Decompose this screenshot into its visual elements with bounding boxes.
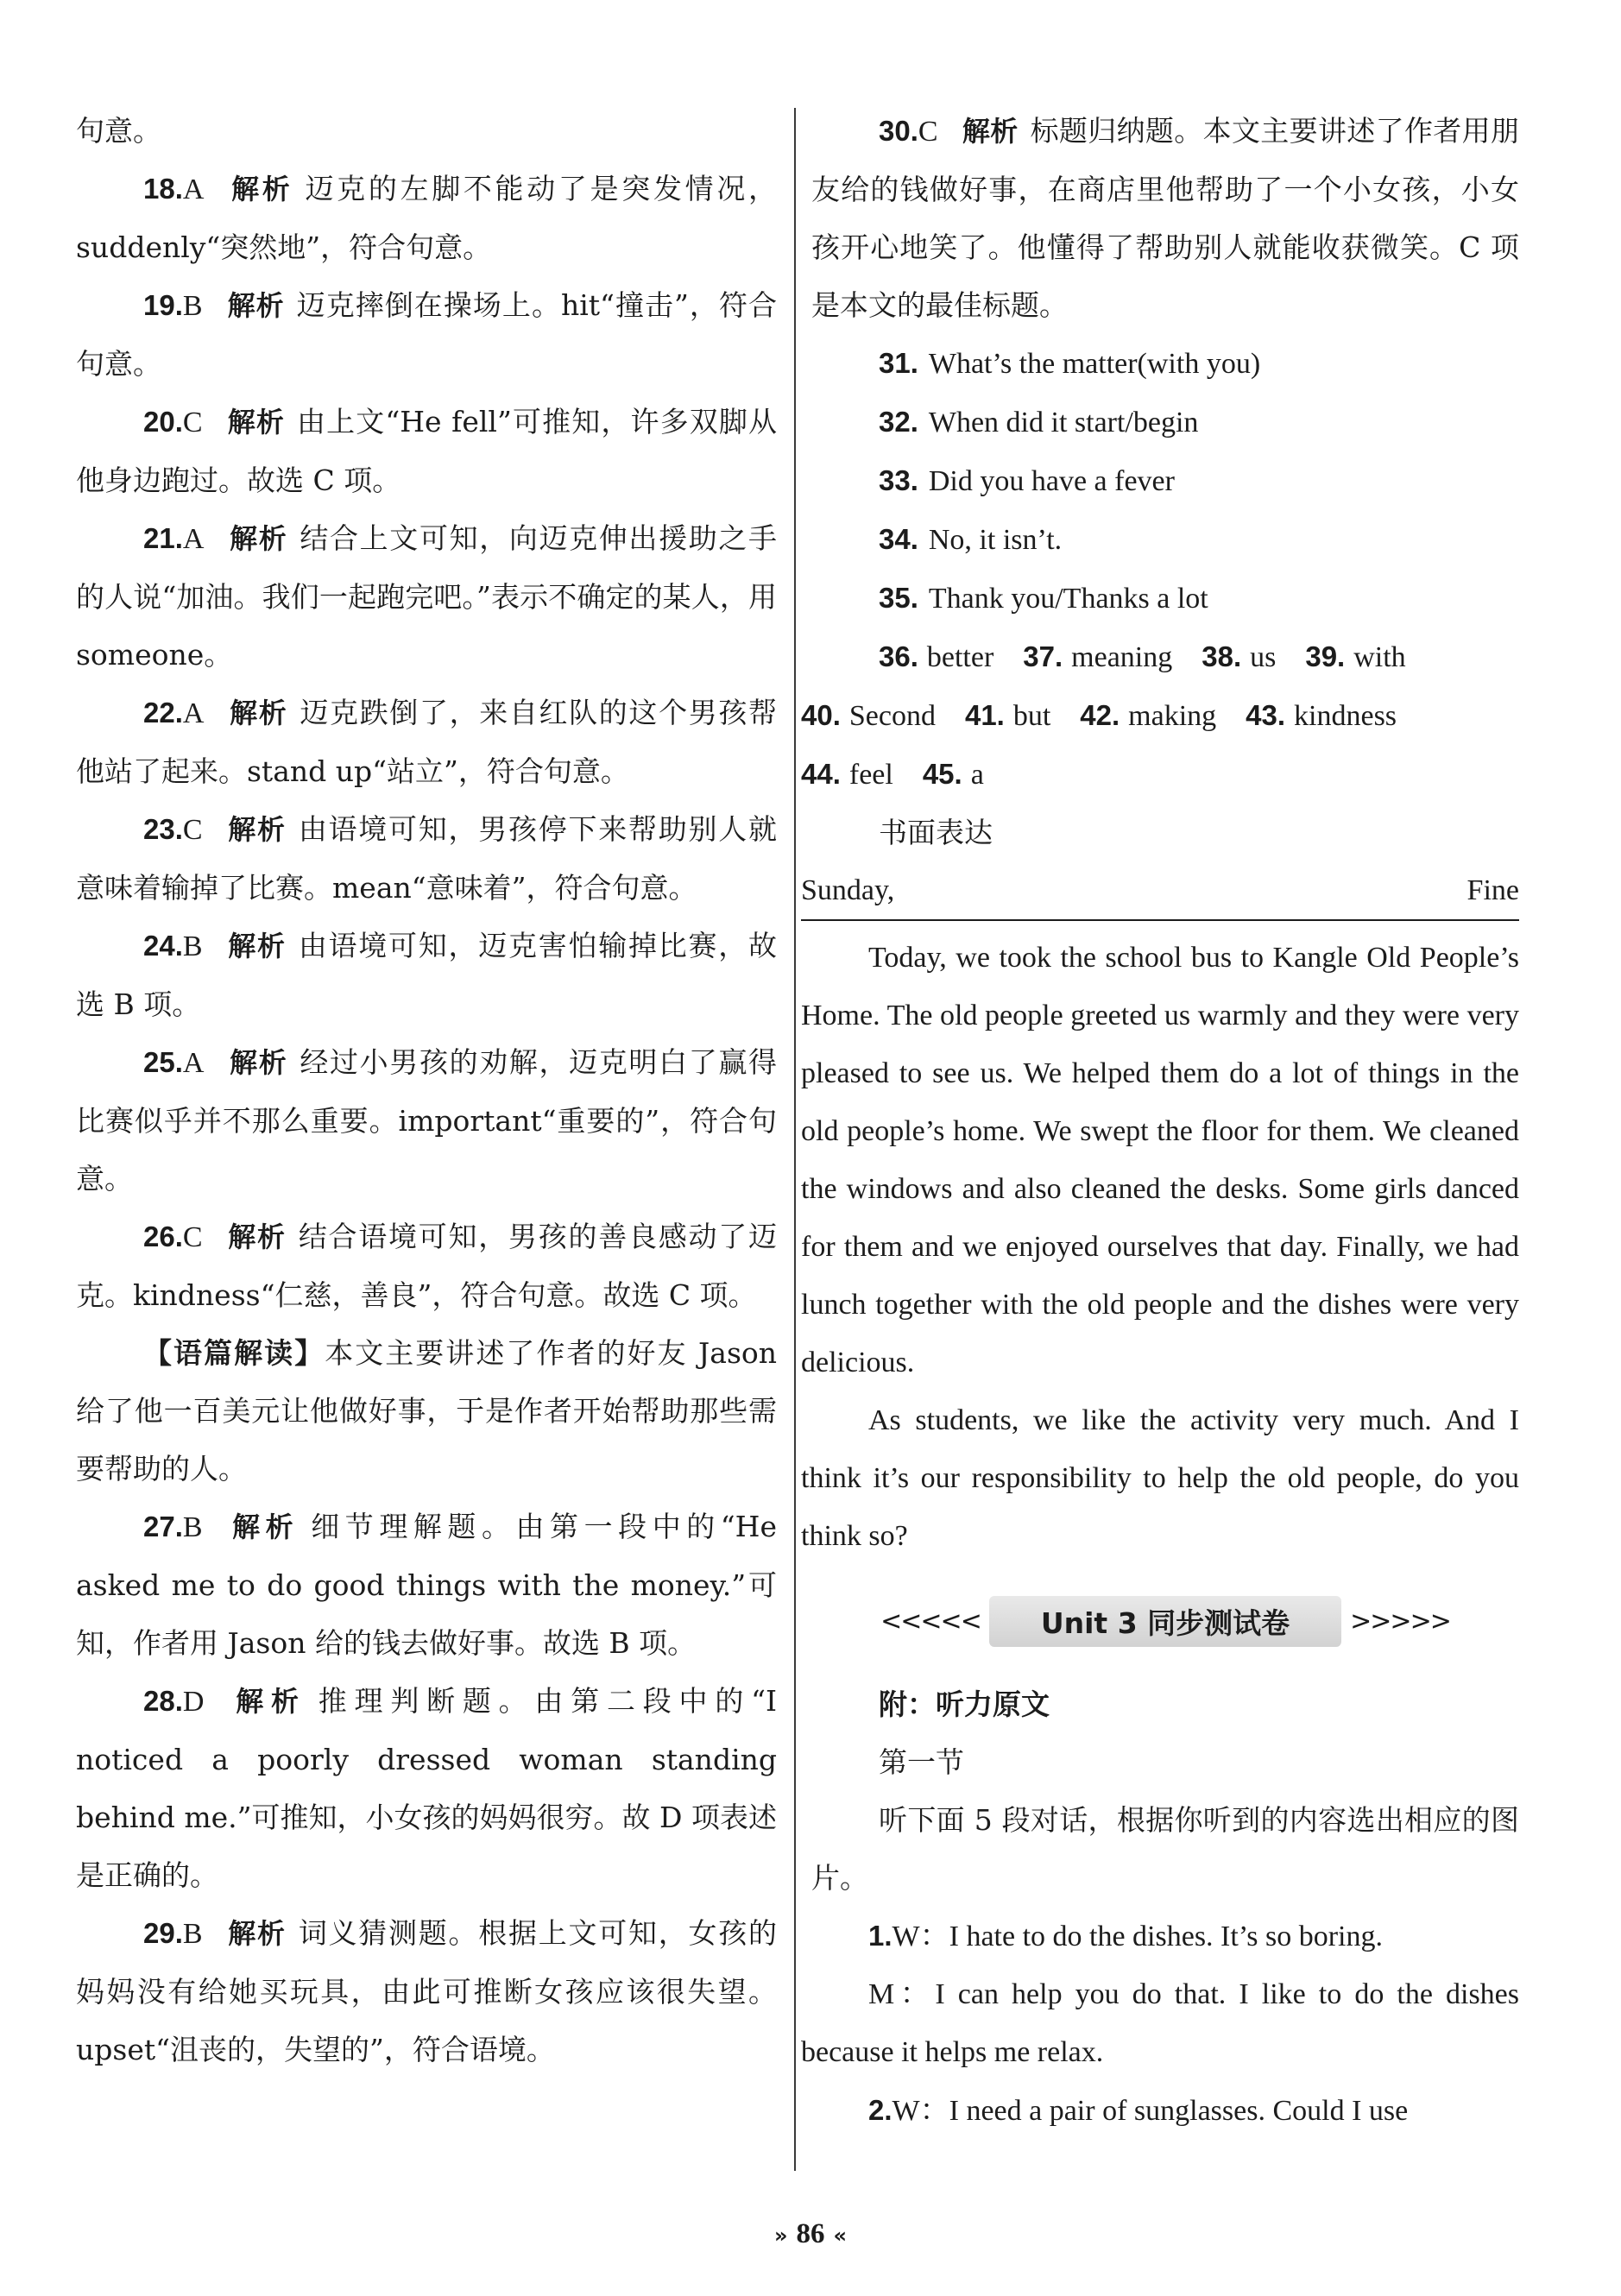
answer-word: feel (848, 759, 893, 791)
right-arrows: >>>>> (1350, 1605, 1450, 1637)
fill-answer (879, 641, 993, 673)
answer-number: 31. (879, 347, 918, 379)
answer-number: 37. (1023, 640, 1063, 672)
writing-heading: 书面表达 (879, 816, 993, 849)
answer-number: 26. (143, 1221, 183, 1252)
dialogue-text: I need a pair of sunglasses. Could I use (949, 2095, 1409, 2127)
page-number (0, 2218, 1621, 2250)
answer-item (76, 917, 777, 1033)
dialogue-text: I can help you do that. I like to do the dishes because it helps me relax. (801, 1978, 1519, 2068)
answer-item (76, 509, 777, 684)
reading-text: 本文主要讲述了作者的好友 Jason 给了他一百美元让他做好事，于是作者开始帮助那些需要帮助的人。 (76, 1336, 778, 1485)
dialogue-line (801, 2081, 1519, 2140)
answer-text: No, it isn’t. (928, 524, 1063, 556)
fill-answer (1023, 641, 1172, 673)
answer-number: 18. (143, 173, 183, 205)
fill-answer (965, 700, 1050, 732)
diary-header (801, 861, 1519, 921)
answer-number: 36. (879, 640, 918, 672)
dialogue-number: 1. (868, 1920, 892, 1952)
dialogue-text: I hate to do the dishes. It’s so boring. (949, 1921, 1384, 1952)
answer-word: kindness (1294, 700, 1397, 732)
fill-answer (801, 700, 936, 732)
answer-item (76, 1498, 777, 1672)
answer-number: 20. (143, 406, 183, 438)
answer-text: When did it start/begin (928, 407, 1199, 438)
answer-number: 29. (143, 1917, 183, 1949)
analysis-text: 结合语境可知，男孩的善良感动了迈克。kindness“仁慈，善良”，符合句意。故选 C 项。 (76, 1220, 777, 1312)
analysis-tag: 解析 (226, 930, 287, 962)
short-answer (811, 334, 1519, 393)
unit-banner (811, 1591, 1519, 1651)
answer-word: but (1012, 700, 1051, 732)
answer-number: 41. (964, 699, 1005, 731)
answer-item (76, 393, 777, 509)
answer-number: 38. (1202, 640, 1242, 672)
answer-number: 33. (879, 464, 918, 496)
section-label: 第一节 (879, 1745, 964, 1779)
right-column (801, 102, 1519, 2140)
answer-number: 27. (143, 1511, 183, 1542)
answer-number: 22. (143, 697, 183, 729)
answer-number: 24. (143, 930, 183, 962)
answer-choice: B (182, 1918, 203, 1950)
analysis-tag: 解析 (226, 406, 285, 438)
analysis-tag: 解析 (226, 813, 287, 846)
answer-choice: B (182, 1511, 203, 1543)
fill-answer (923, 759, 984, 791)
answer-choice: C (182, 814, 203, 846)
answer-item (76, 1672, 777, 1904)
answer-choice: B (182, 930, 203, 962)
listening-heading: 附：听力原文 (879, 1687, 1050, 1721)
continued-fragment: 句意。 (76, 114, 161, 148)
answer-choice: C (918, 116, 938, 148)
analysis-text: 经过小男孩的劝解，迈克明白了赢得比赛似乎并不那么重要。important“重要的”，符合句意。 (76, 1045, 777, 1195)
answer-text: What’s the matter(with you) (928, 348, 1261, 380)
answer-text: Thank you/Thanks a lot (928, 583, 1208, 615)
answer-number: 40. (801, 699, 841, 731)
answer-item (76, 1904, 777, 2078)
fill-row (811, 628, 1519, 686)
fill-answer (1246, 700, 1397, 732)
answer-choice: C (182, 1221, 203, 1253)
instruction-text: 听下面 5 段对话，根据你听到的内容选出相应的图片。 (811, 1803, 1519, 1895)
answer-number: 32. (879, 406, 918, 438)
column-divider (794, 108, 796, 2171)
diary-day: Sunday, (801, 874, 895, 906)
speaker: W： (892, 1921, 949, 1952)
fill-answer (1080, 700, 1216, 732)
answer-item (76, 1033, 777, 1208)
answer-item (76, 684, 777, 800)
answer-number: 35. (879, 582, 918, 614)
answer-choice: C (182, 407, 203, 438)
analysis-tag: 解析 (226, 289, 285, 322)
analysis-tag: 解析 (962, 115, 1019, 148)
answer-text: Did you have a fever (928, 465, 1175, 497)
short-answer (811, 569, 1519, 628)
answer-number: 21. (143, 522, 183, 554)
analysis-text: 结合上文可知，向迈克伸出援助之手的人说“加油。我们一起跑完吧。”表示不确定的某人，用 someone。 (76, 521, 777, 672)
analysis-tag: 解析 (228, 522, 288, 555)
dialogue-line (801, 1965, 1519, 2081)
fill-row (801, 686, 1519, 745)
answer-number: 19. (143, 289, 183, 321)
answer-number: 43. (1246, 699, 1286, 731)
answer-item (76, 276, 777, 393)
speaker: W： (892, 2095, 949, 2127)
unit-title: Unit 3 同步测试卷 (989, 1596, 1341, 1647)
short-answer (811, 393, 1519, 451)
answer-word: with (1353, 641, 1406, 673)
answer-item (76, 800, 777, 917)
answer-number: 42. (1080, 699, 1120, 731)
analysis-tag: 解析 (228, 1685, 306, 1718)
answer-number: 25. (143, 1046, 183, 1078)
analysis-text: 词义猜测题。根据上文可知，女孩的妈妈没有给她买玩具，由此可推断女孩应该很失望。upset“沮丧的，失望的”，符合语境。 (76, 1916, 777, 2066)
diary-weather: Fine (1466, 874, 1519, 906)
dialogue-line (801, 1907, 1519, 1965)
answer-number: 44. (801, 758, 841, 790)
page-arrow-left: » (773, 2223, 788, 2248)
dialogue-number: 2. (868, 2094, 892, 2126)
answer-choice: A (182, 697, 205, 729)
analysis-text: 由语境可知，迈克害怕输掉比赛，故选 B 项。 (76, 929, 777, 1021)
analysis-tag: 解析 (226, 1511, 300, 1543)
answer-choice: A (182, 173, 205, 205)
essay-paragraph-1: Today, we took the school bus to Kangle Old People’s Home. The old people greeted us warmly and they were very pleased to see us. We helped them do a lot of things in the old people’s home. We swept the floor for them. We cleaned the windows and also cleaned the desks. Some girls danced for them and we enjoyed ourselves that day. Finally, we had lunch together with the old people and the dishes were very delicious. (801, 942, 1519, 1378)
analysis-tag: 解析 (226, 1917, 287, 1950)
fill-answer (1202, 641, 1276, 673)
answer-item (76, 1208, 777, 1324)
answer-item (76, 160, 777, 276)
answer-number: 30. (879, 115, 918, 147)
page-number-value: 86 (796, 2218, 825, 2249)
analysis-tag: 解析 (228, 697, 288, 729)
answer-number: 23. (143, 813, 183, 845)
page-arrow-right: « (833, 2223, 848, 2248)
essay-paragraph-2: As students, we like the activity very much. And I think it’s our responsibility to help the old people, do you think so? (801, 1404, 1519, 1552)
answer-word: Second (848, 700, 936, 732)
short-answer (811, 451, 1519, 510)
answer-word: better (926, 641, 994, 673)
fill-answer (1305, 641, 1405, 673)
answer-item-30 (811, 102, 1519, 334)
answer-word: meaning (1071, 641, 1173, 673)
analysis-text: 由语境可知，男孩停下来帮助别人就意味着输掉了比赛。mean“意味着”，符合句意。 (76, 812, 777, 905)
answer-choice: D (182, 1686, 205, 1718)
short-answer (811, 510, 1519, 569)
answer-number: 39. (1305, 640, 1346, 672)
left-arrows: <<<<< (880, 1605, 981, 1637)
answer-word: making (1128, 700, 1217, 732)
reading-label: 【语篇解读】 (143, 1336, 325, 1370)
left-column (76, 102, 777, 2078)
analysis-text: 迈克的左脚不能动了是突发情况，suddenly“突然地”，符合句意。 (76, 172, 777, 264)
analysis-tag: 解析 (226, 1221, 287, 1253)
analysis-text: 迈克跌倒了，来自红队的这个男孩帮他站了起来。stand up“站立”，符合句意。 (76, 696, 777, 788)
speaker: M： (868, 1978, 936, 2010)
answer-choice: A (182, 1047, 205, 1079)
analysis-text: 细节理解题。由第一段中的“He asked me to do good things with the money.”可知，作者用 Jason 给的钱去做好事。故选 B 项。 (76, 1510, 777, 1660)
analysis-tag: 解析 (228, 1046, 288, 1079)
answer-number: 45. (922, 758, 962, 790)
answer-word: a (970, 759, 984, 791)
answer-number: 34. (879, 523, 918, 555)
analysis-text: 标题归纳题。本文主要讲述了作者用朋友给的钱做好事，在商店里他帮助了一个小女孩，小女孩开心地笑了。他懂得了帮助别人就能收获微笑。C 项是本文的最佳标题。 (811, 114, 1519, 322)
answer-choice: A (182, 523, 205, 555)
analysis-text: 由上文“He fell”可推知，许多双脚从他身边跑过。故选 C 项。 (76, 405, 777, 497)
analysis-text: 推理判断题。由第二段中的“I noticed a poorly dressed woman standing behind me.”可推知，小女孩的妈妈很穷。故 D 项表述是正确的。 (76, 1684, 777, 1892)
fill-row (801, 745, 1519, 804)
fill-answer (801, 759, 893, 791)
analysis-text: 迈克摔倒在操场上。hit“撞击”，符合句意。 (76, 288, 777, 381)
answer-word: us (1250, 641, 1277, 673)
answer-number: 28. (143, 1685, 183, 1717)
analysis-tag: 解析 (228, 173, 293, 205)
reading-interpretation (76, 1324, 777, 1498)
answer-choice: B (182, 290, 203, 322)
